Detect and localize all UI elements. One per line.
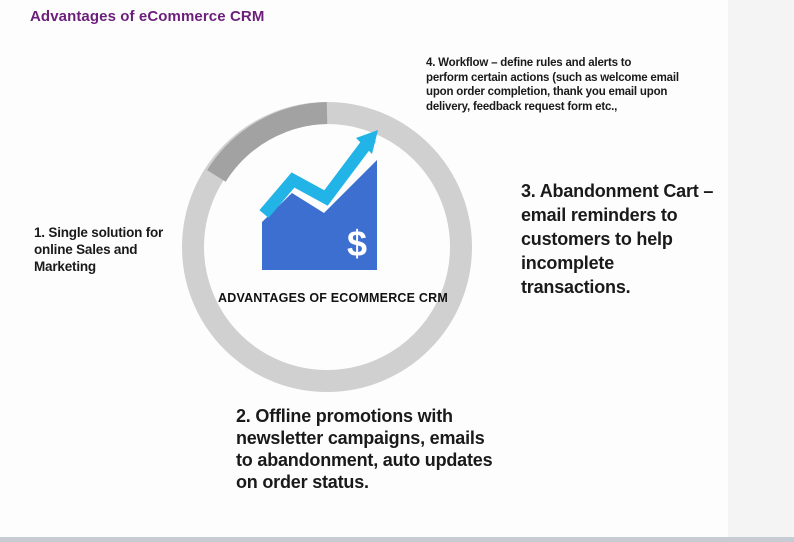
center-label: ADVANTAGES OF ECOMMERCE CRM	[218, 291, 448, 305]
growth-chart-dollar-icon	[262, 130, 378, 270]
advantage-1-text: 1. Single solution for online Sales and Marketing	[34, 225, 164, 274]
ring-highlight-segment	[216, 113, 327, 176]
advantage-2-text: 2. Offline promotions with newsletter campaigns, emails to abandonment, auto updates on order status.	[236, 406, 493, 492]
advantage-3-text: 3. Abandonment Cart – email reminders to customers to help incomplete transactions.	[521, 181, 714, 297]
page-title: Advantages of eCommerce CRM	[30, 8, 265, 25]
bottom-border	[0, 537, 794, 542]
dollar-symbol: $	[346, 223, 368, 264]
advantage-4-text: 4. Workflow – define rules and alerts to perform certain actions (such as welcome email upon order completion, thank you email upon delivery, feedback request form etc.,	[426, 57, 679, 113]
